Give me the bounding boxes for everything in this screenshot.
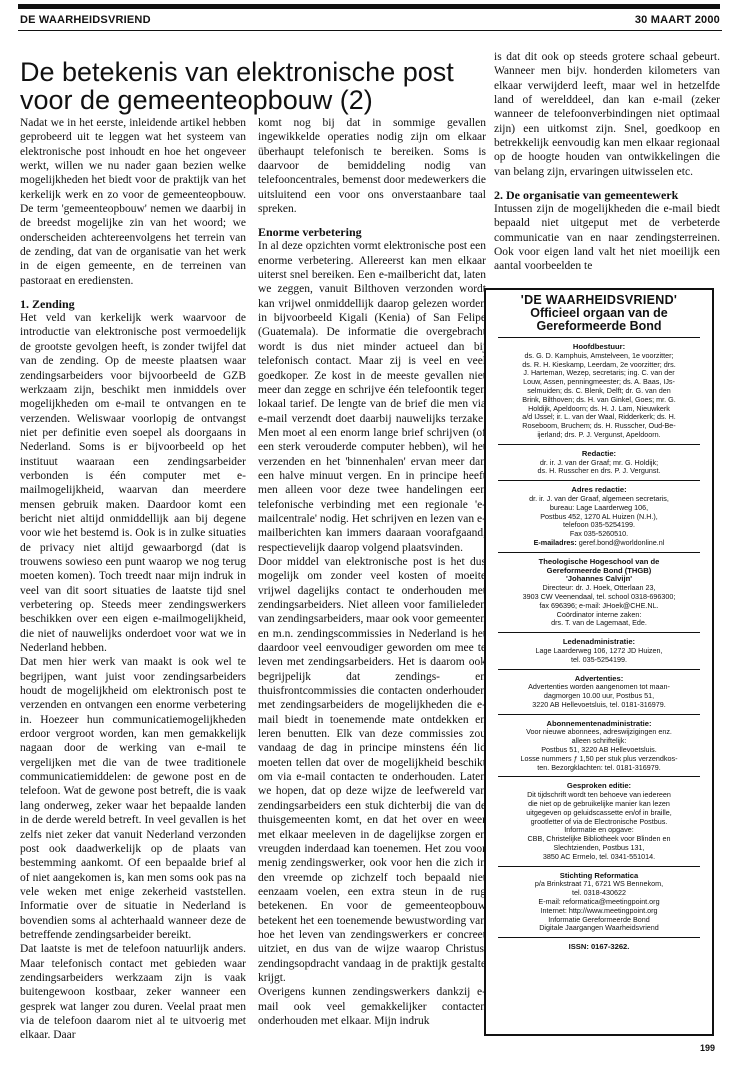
article-column-3 <box>494 50 720 290</box>
colophon-line: Informatie en opgave: <box>564 825 634 835</box>
colophon-line: 3220 AB Hellevoetsluis, tel. 0181-316979. <box>532 699 666 709</box>
section-heading: Gereformeerde Bond (THGB) <box>546 565 652 575</box>
email-label: E-mailadres: <box>533 537 577 547</box>
colophon-line: ds. R. H. Kieskamp, Leerdam, 2e voorzitter; drs. <box>522 359 676 369</box>
colophon-subtitle-2: Gereformeerde Bond <box>536 319 662 333</box>
colophon-line: J. Harteman, Wezep, secretaris; ing. C. van der <box>523 368 675 378</box>
colophon-line: Postbus 452, 1270 AL Huizen (N.H.), <box>540 511 658 521</box>
section-heading: Ledenadministratie: <box>562 637 636 647</box>
thgb-section <box>490 558 708 628</box>
section-heading: Abonnementenadministratie: <box>546 718 652 728</box>
colophon-line: dr. ir. J. van der Graaf; mr. G. Holdijk; <box>539 457 659 467</box>
colophon-line: Louw, Assen, penningmeester; ds. A. Baas, IJs- <box>523 377 675 387</box>
colophon-line: Lage Laarderweg 106, 1272 JD Huizen, <box>535 645 663 655</box>
colophon-line: ds. H. Russcher en drs. P. J. Vergunst. <box>537 466 661 476</box>
colophon-line: CBB, Christelijke Bibliotheek voor Blinden en <box>527 834 671 844</box>
issn: ISSN: 0167-3262. <box>568 942 630 952</box>
colophon-line: Dit tijdschrift wordt ten behoeve van iedereen <box>527 790 671 800</box>
section-heading: 'Johannes Calvijn' <box>565 574 633 584</box>
colophon-line: alleen schriftelijk: <box>571 736 627 746</box>
colophon-divider <box>498 444 700 445</box>
intro-paragraph: Nadat we in het eerste, inleidende artikel hebben geprobeerd uit te leggen wat het systeem van elektronische post inhoudt en hoe het ongeveer werkt, willen we nu nader gaan bezien welke mogelijkheden het biedt voor de praktijk van het kerkelijk werk en zo voor de gemeenteopbouw. De term 'gemeenteopbouw' nemen we daarbij in de breedst mogelijke zin van het woord; we onderscheiden achtereenvolgens het terrein van de zending, dat van de organisatie van het werk in de eigen gemeente, en de terreinen van pastoraat en erediensten. <box>20 117 246 287</box>
colophon-line: grootletter of via de Electronische Postbus. <box>530 816 668 826</box>
title-line-1: De betekenis van elektronische post <box>20 57 454 87</box>
colophon-line: Fax 035-5260510. <box>569 529 629 539</box>
colophon-line: a/d IJssel; ir. L. van der Waal, Ridderkerk; ds. H. <box>522 412 676 422</box>
article-column-1 <box>20 116 246 1042</box>
reformatica-section <box>490 872 708 934</box>
paragraph: Door middel van elektronische post is het dus mogelijk om zonder veel kosten of moeite vrijwel dagelijks contact te onderhouden met zendingsarbeiders. Niet alleen voor familieleden van zendingsarbeiders, maar ook voor gemeenten en m.n. zendingscommissies in Nederland is het daardoor veel eenvoudiger geworden om mee te leven met zendingsarbeiders. Het is daarom ook begrijpelijk dat zendings- en thuisfrontcommissies die contacten onderhouden met zendingsarbeiders de mogelijkheden die e-mail biedt in toenemende mate ontdekken en leren benutten. Elk van deze commissies zou vandaag de dag in principe minstens één lid moeten tellen dat over de mogelijkheid beschikt om via e-mail contacten te onderhouden. Laten we hopen, dat op deze wijze de leefwereld van zendingsarbeiders een stuk dichterbij die van de thuisgemeenten komt, en dat het over en weer met elkaar meeleven in de dagelijkse zorgen en vreugden inderdaad kan toenemen. Het zou voor menig zendingswerker, ook voor hen die zich in den vreemde op zichzelf toch bepaald niet eenzaam voelen, een extra steun in de rug betekenen. En voor de gemeenteopbouw betekent het een toenemende bewustwording van hoe het leven van zendingswerkers er concreet uitziet, en dus van de wijze waarop Christus' zendingsopdracht vandaag in de praktijk gestalte krijgt. <box>258 555 486 984</box>
colophon-line: 3903 CW Veenendaal, tel. school 0318-696300; <box>522 591 676 601</box>
colophon-divider <box>498 552 700 553</box>
paragraph: Overigens kunnen zendingswerkers dankzij e-mail ook veel gemakkelijker contacten onderhouden met elkaar. Mijn indruk <box>258 986 486 1027</box>
redactie-section <box>490 450 708 476</box>
colophon-line: Brink, Bilthoven; ds. H. van Ginkel, Goes; mr. G. <box>522 394 676 404</box>
paragraph: Het veld van kerkelijk werk waarvoor de introductie van elektronische post vermoedelijk de grootste gevolgen heeft, is zonder twijfel dat van de zending. Op de meeste plaatsen waar zendingsarbeiders voor bijvoorbeeld de GZB werkzaam zijn, beschikt men inmiddels over mogelijkheden om e-mail te ontvangen en te verzenden. Weliswaar voorlopig de ontvangst niet per definitie even soepel als doorgaans in Nederland. Soms is er bijvoorbeeld op het instituut waaraan een zendingsarbeider verbonden is één computer met e-mailmogelijkheid, waarvan dan meerdere mensen gebruik maken. Daardoor komt een bericht niet altijd onmiddellijk aan bij degene voor wie het bestemd is. Ook is in zulke situaties de privacy niet altijd gewaarborgd (dat is trouwens sowieso een punt waarop we nog terug moeten komen). Toch treedt naar mijn indruk in veel van dit soort situaties de laatste tijd snel verbetering op. Steeds meer zendingswerkers beschikken over een eigen e-mailmogelijkheid, die niet of nauwelijks onderdoet voor wat we in Nederland hebben. <box>20 312 246 655</box>
colophon-line: uitgegeven op geluidscassette en/of in braille, <box>526 807 672 817</box>
colophon-line: ten. Bezorgklachten: tel. 0181-316979. <box>537 762 661 772</box>
colophon-line: p/a Brinkstraat 71, 6721 WS Bennekom, <box>534 879 664 889</box>
section-heading: Adres redactie: <box>571 485 627 495</box>
colophon-line: Coördinator interne zaken: <box>556 609 642 619</box>
ledenadministratie-section <box>490 638 708 664</box>
page-number: 199 <box>700 1043 716 1053</box>
gesproken-editie-section <box>490 782 708 861</box>
colophon-line: Voor nieuwe abonnees, adreswijzigingen enz. <box>526 727 672 737</box>
section-heading: Gesproken editie: <box>566 781 632 791</box>
colophon-line: Directeur: dr. J. Hoek, Otterlaan 23, <box>542 583 656 593</box>
paragraph: Dat laatste is met de telefoon natuurlijk anders. Maar telefonisch contact met gebieden waar zendingsarbeiders werkzaam zijn is vaak buitengewoon kostbaar, zeker wanneer een gesprek wat langer zou duren. Veelal praat men via de telefoon daarom niet al te uitvoerig met elkaar. Daar <box>20 943 246 1042</box>
section-heading: Advertenties: <box>574 673 624 683</box>
email-line <box>490 539 708 548</box>
hoofdbestuur-section <box>490 343 708 440</box>
paragraph: In al deze opzichten vormt elektronische post een enorme verbetering. Allereerst kan men elkaar uiterst snel bereiken. Een e-mailbericht dat, laten we zeggen, vanuit Bilthoven verzonden wordt kan vrijwel onmiddellijk daarop gelezen worden in bijvoorbeeld Kigali (Kenia) of San Felipe (Guatemala). De informatie die overgebracht wordt is dus niet minder actueel dan bij telefonisch contact. Maar zij is veel en veel goedkoper. Ze kost in de meeste gevallen niet meer dan zegge en schrijve één telefoontik tegen lokaal tarief. De lengte van de brief die men via e-mail verzendt doet daarbij nauwelijks terzake. Men moet al een enorm lange brief schrijven (of een sterk verouderde computer hebben), wil het verzenden en het 'binnenhalen' ervan meer dan een halve minuut vergen. En in principe heeft men alleen voor deze twee handelingen een telefonische verbinding met een regionale 'e-mailcentrale' nodig. Het schrijven en lezen van e-mailberichten kan immers daaraan voorafgaand, respectievelijk daarop volgend plaatsvinden. <box>258 240 486 554</box>
advertenties-section <box>490 675 708 710</box>
article-title <box>20 58 490 114</box>
colophon-line: Roseboom, Bruchem; ds. H. Russcher, Oud-Be- <box>522 421 676 431</box>
colophon-title: 'DE WAARHEIDSVRIEND' <box>520 293 678 307</box>
colophon-line: Losse nummers ƒ 1,50 per stuk plus verzendkos- <box>520 753 678 763</box>
colophon-line: ijerland; drs. P. J. Vergunst, Apeldoorn. <box>537 429 661 439</box>
top-rule-bar <box>18 4 720 9</box>
colophon-line: Slechtzienden, Postbus 131, <box>553 843 645 853</box>
colophon-line: bureau: Lage Laarderweg 106, <box>549 502 649 512</box>
title-line-2: voor de gemeenteopbouw (2) <box>20 85 373 115</box>
colophon-line: telefoon 035-5254199. <box>563 520 635 530</box>
section-heading: Hoofdbestuur: <box>572 342 626 351</box>
colophon-divider <box>498 480 700 481</box>
colophon-subtitle-1: Officieel orgaan van de <box>530 306 668 320</box>
adres-section <box>490 486 708 548</box>
colophon-divider <box>498 937 700 938</box>
colophon-box <box>484 288 714 1036</box>
colophon-line: tel. 035-5254199. <box>571 654 627 664</box>
colophon-divider <box>498 776 700 777</box>
colophon-line: drs. T. van de Lagemaat, Ede. <box>551 618 647 628</box>
publication-name: DE WAARHEIDSVRIEND <box>20 14 151 26</box>
issue-date: 30 MAART 2000 <box>634 14 720 26</box>
colophon-line: Advertenties worden aangenomen tot maan- <box>528 682 670 692</box>
colophon-line: Postbus 51, 3220 AB Hellevoetsluis. <box>541 745 657 755</box>
colophon-divider <box>498 632 700 633</box>
section-heading-verbetering: Enorme verbetering <box>258 225 362 240</box>
colophon-line: die niet op de gebruikelijke manier kan lezen <box>528 799 670 809</box>
section-heading: Redactie: <box>581 448 617 458</box>
colophon-line: selmuiden; ds. C. Blenk, Delft; dr. G. van den <box>527 385 671 395</box>
colophon-divider <box>498 714 700 715</box>
colophon-line: fax 696396; e-mail: JHoek@CHE.NL. <box>539 600 659 610</box>
colophon-divider <box>498 669 700 670</box>
colophon-line: 3850 AC Ermelo, tel. 0341-551014. <box>542 851 656 861</box>
colophon-line: ds. G. D. Kamphuis, Amstelveen, 1e voorzitter; <box>524 350 674 360</box>
colophon-divider <box>498 337 700 338</box>
colophon-line: dagmorgen 10.00 uur, Postbus 51, <box>543 691 655 701</box>
header-divider <box>18 30 722 31</box>
colophon-line: Informatie Gereformeerde Bond <box>548 914 650 924</box>
paragraph: is dat dit ook op steeds grotere schaal gebeurt. Wanneer men bijv. honderden kilometers van elkaar verwijderd leeft, maar wel in hetzelfde land of werelddeel, dan kan e-mail (zeker wanneer de telefoonverbindingen niet optimaal zijn) een uitkomst zijn. Snel, goedkoop en betrekkelijk eenvoudig kan men elkaar regionaal op de hoogte houden van ontwikkelingen die van belang zijn, ervaringen uitwisselen etc. <box>494 51 720 178</box>
section-heading-organisatie: 2. De organisatie van gemeentewerk <box>494 188 679 203</box>
paragraph: Intussen zijn de mogelijkheden die e-mail biedt bepaald niet uitgeput met de verbeterde communicatie van en naar zendingsterreinen. Ook voor eigen land valt het niet moeilijk een aantal voorbeelden te <box>494 203 720 273</box>
colophon-line: E-mail: reformatica@meetingpoint.org <box>538 897 660 907</box>
section-heading: Stichting Reformatica <box>559 870 639 880</box>
colophon-line: dr. ir. J. van der Graaf, algemeen secretaris, <box>529 493 669 503</box>
colophon-divider <box>498 866 700 867</box>
paragraph: Dat men hier werk van maakt is ook wel te begrijpen, want juist voor zendingsarbeiders houdt de mogelijkheid om elektronisch post te verzenden en ontvangen een enorme verbetering in. Hoezeer hun communicatiemogelijkheden erdoor vergroot worden, kan men gemakkelijk nagaan door de werking van e-mail te vergelijken met die van de twee traditionele communicatiemiddelen: de gewone post en de telefoon. Wat de gewone post betreft, die is vaak lang onderweg, zeker waar het bepaalde landen in de derde wereld betreft. In veel gevallen is het zelfs niet zeker dat vanuit Nederland verzonden post ook daadwerkelijk op de plaats van bestemming aankomt. Of een bepaalde brief al of niet aangekomen is, kan men soms ook pas na vele weken met enige zekerheid vaststellen. Informatie over de situatie in Nederland is bovendien soms al achterhaald wanneer deze de betreffende zendingsarbeider bereikt. <box>20 656 246 941</box>
email-address: geref.bond@worldonline.nl <box>578 537 665 547</box>
colophon-line: Digitale Jaargangen Waarheidsvriend <box>539 923 659 933</box>
paragraph: komt nog bij dat in sommige gevallen ingewikkelde operaties nodig zijn om elkaar überhaupt telefonisch te bereiken. Soms is daarvoor de bemiddeling nodig van telefooncentrales, bemenst door medewerkers die uitsluitend een voor ons onverstaanbare taal spreken. <box>258 117 486 216</box>
section-heading-zending: 1. Zending <box>20 297 75 312</box>
article-column-2 <box>258 116 486 1033</box>
colophon-line: tel. 0318-430622 <box>572 888 626 898</box>
colophon-line: Holdijk, Apeldoorn; ds. H. J. Lam, Nieuwkerk <box>528 403 670 413</box>
abonnementen-section <box>490 720 708 773</box>
colophon-line: Internet: http://www.meetingpoint.org <box>540 905 658 915</box>
section-heading: Theologische Hogeschool van de <box>538 556 660 566</box>
